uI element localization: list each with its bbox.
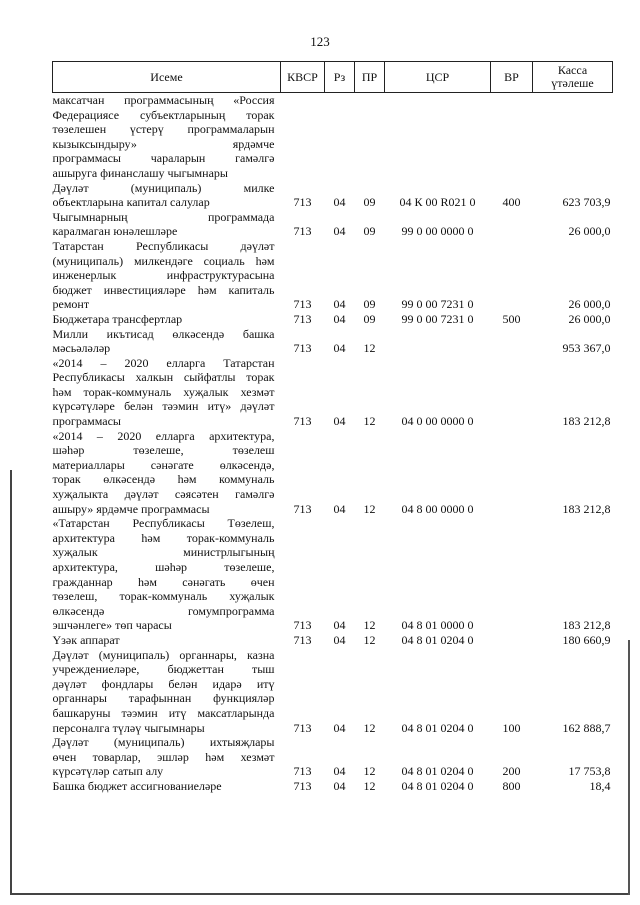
row-name xyxy=(53,239,281,312)
row-csr: 04 8 01 0204 0 xyxy=(401,720,474,735)
row-name-line: учреждениеләре, бюджеттан тыш xyxy=(52,662,275,677)
row-name-line: программасы xyxy=(52,414,121,429)
header-vr: ВР xyxy=(491,62,533,93)
row-name-line: Дәүләт (муниципаль) органнары, казна xyxy=(52,647,275,662)
header-kassa-line2: үтәлеше xyxy=(551,76,594,90)
row-name-line: материаллары сәнәгате өлкәсендә, xyxy=(52,457,275,472)
row-vr xyxy=(491,327,533,356)
header-pr: ПР xyxy=(355,62,385,93)
row-rz xyxy=(325,93,355,181)
table-row xyxy=(53,633,613,648)
row-amount: 26 000,0 xyxy=(568,311,611,326)
row-name-line: Дәүләт (муниципаль) ихтыяҗлары xyxy=(52,735,275,750)
row-amount: 183 212,8 xyxy=(562,501,611,516)
row-kvsr: 713 xyxy=(293,311,312,326)
row-kvsr xyxy=(281,93,325,181)
budget-table xyxy=(52,61,613,794)
row-kvsr: 713 xyxy=(293,618,312,633)
row-csr xyxy=(385,327,491,356)
table-row xyxy=(53,516,613,633)
row-vr: 100 xyxy=(502,720,521,735)
table-row xyxy=(53,429,613,517)
row-name-line: Үзәк аппарат xyxy=(52,632,120,647)
table-row xyxy=(53,648,613,736)
row-name-line: программасы чараларын гамәлгә xyxy=(52,151,275,166)
row-name-line: күрсәтүләр сатып алу xyxy=(52,764,164,779)
row-pr: 12 xyxy=(363,341,376,356)
row-name-line: персоналга түләү чыгымнары xyxy=(52,720,205,735)
table-row xyxy=(53,181,613,210)
header-kassa xyxy=(533,62,613,93)
row-name-line: ремонт xyxy=(52,297,90,312)
row-name-line: шәһәр төзелеше, төзелеш xyxy=(52,443,275,458)
row-rz: 04 xyxy=(333,764,346,779)
row-name-line: гражданнар һәм сәнәгать өчен xyxy=(52,574,275,589)
row-rz: 04 xyxy=(333,195,346,210)
table-row xyxy=(53,779,613,794)
row-csr: 04 К 00 R021 0 xyxy=(399,195,476,210)
row-name-line: органнары тарафыннан функцияләр xyxy=(52,691,275,706)
row-name xyxy=(53,327,281,356)
row-kvsr: 713 xyxy=(293,764,312,779)
row-name-line: һәм торак-коммуналь хуҗалык хезмәт xyxy=(52,384,275,399)
row-rz: 04 xyxy=(333,778,346,793)
row-rz: 04 xyxy=(333,618,346,633)
row-csr: 04 8 01 0204 0 xyxy=(401,764,474,779)
row-rz: 04 xyxy=(333,297,346,312)
row-name-line: ашыруга финанслашу чыгымнары xyxy=(52,165,228,180)
row-name-line: (муниципаль) милкендәге социаль һәм xyxy=(52,253,275,268)
header-rz: Рз xyxy=(325,62,355,93)
row-name-line: башкаруны тәэмин итү максатларында xyxy=(52,705,275,720)
table-row xyxy=(53,327,613,356)
row-kvsr: 713 xyxy=(293,632,312,647)
row-amount: 26 000,0 xyxy=(568,224,611,239)
row-rz: 04 xyxy=(333,311,346,326)
row-vr xyxy=(491,516,533,633)
header-name: Исеме xyxy=(53,62,281,93)
row-name xyxy=(53,312,281,327)
table-body xyxy=(53,93,613,794)
row-kvsr: 713 xyxy=(293,778,312,793)
row-pr: 09 xyxy=(363,297,376,312)
row-name-line: торак өлкәсендә һәм коммуналь xyxy=(52,472,275,487)
row-name-line: максатчан программасының «Россия xyxy=(52,93,275,107)
row-name xyxy=(53,429,281,517)
row-name-line: бюджет инвестицияләре һәм капиталь xyxy=(52,282,275,297)
header-kassa-line1: Касса xyxy=(557,63,588,77)
row-name-line: төзелешен үстерү программаларын xyxy=(52,122,275,137)
row-amount: 953 367,0 xyxy=(562,341,611,356)
row-vr: 200 xyxy=(502,764,521,779)
row-name-line: кызыксындыру» ярдәмче xyxy=(52,136,275,151)
row-pr: 09 xyxy=(363,224,376,239)
row-name-line: эшчәнлеге» төп чарасы xyxy=(52,618,172,633)
row-csr: 04 8 01 0204 0 xyxy=(401,778,474,793)
row-pr: 12 xyxy=(363,764,376,779)
row-name-line: «2014 – 2020 елларга Татарстан xyxy=(52,355,275,370)
row-kvsr: 713 xyxy=(293,224,312,239)
row-name xyxy=(53,633,281,648)
row-name xyxy=(53,516,281,633)
row-amount: 26 000,0 xyxy=(568,297,611,312)
row-name-line: Татарстан Республикасы дәүләт xyxy=(52,238,275,253)
header-kvsr: КВСР xyxy=(281,62,325,93)
row-csr: 04 0 00 0000 0 xyxy=(401,414,474,429)
row-pr: 12 xyxy=(363,618,376,633)
row-vr xyxy=(491,93,533,181)
row-vr xyxy=(491,239,533,312)
row-name-line: хуҗалык министрлыгының xyxy=(52,545,275,560)
header-csr: ЦСР xyxy=(385,62,491,93)
table-row xyxy=(53,93,613,181)
row-rz: 04 xyxy=(333,341,346,356)
row-name-line: күрсәтүләре белән тәэмин итү» дәүләт xyxy=(52,399,275,414)
row-vr xyxy=(491,210,533,239)
table-row xyxy=(53,312,613,327)
row-name-line: архитектура, шәһәр төзелеше, xyxy=(52,560,275,574)
row-vr xyxy=(491,356,533,429)
row-pr: 09 xyxy=(363,195,376,210)
row-name-line: инженерлык инфраструктурасына xyxy=(52,268,275,283)
row-rz: 04 xyxy=(333,414,346,429)
row-kvsr: 713 xyxy=(293,297,312,312)
row-rz: 04 xyxy=(333,501,346,516)
row-amount: 18,4 xyxy=(589,778,611,793)
row-kvsr: 713 xyxy=(293,501,312,516)
row-rz: 04 xyxy=(333,632,346,647)
table-row xyxy=(53,239,613,312)
row-name-line: объектларына капитал салулар xyxy=(52,195,210,210)
row-pr xyxy=(355,93,385,181)
scan-edge-left xyxy=(10,470,12,895)
row-csr xyxy=(385,93,491,181)
row-amount: 623 703,9 xyxy=(562,195,611,210)
row-name xyxy=(53,210,281,239)
row-csr: 04 8 00 0000 0 xyxy=(401,501,474,516)
row-csr: 99 0 00 7231 0 xyxy=(401,311,474,326)
row-kvsr: 713 xyxy=(293,195,312,210)
scan-edge-bottom xyxy=(10,893,630,895)
row-kvsr: 713 xyxy=(293,341,312,356)
row-name-line: Республикасы халкын сыйфатлы торак xyxy=(52,370,275,385)
row-kvsr: 713 xyxy=(293,414,312,429)
row-name-line: дәүләт фондлары белән идарә итү xyxy=(52,676,275,691)
row-name-line: мәсьәләләр xyxy=(52,341,111,356)
row-name-line: «2014 – 2020 елларга архитектура, xyxy=(52,428,275,443)
row-amount: 183 212,8 xyxy=(562,414,611,429)
row-pr: 12 xyxy=(363,778,376,793)
row-amount xyxy=(533,93,613,181)
row-vr xyxy=(491,429,533,517)
row-name-line: өчен товарлар, эшләр һәм хезмәт xyxy=(52,749,275,764)
page-number: 123 xyxy=(310,34,330,49)
row-name-line: ашыру» ярдәмче программасы xyxy=(52,501,210,516)
row-name-line: каралмаган юнәлешләре xyxy=(52,224,178,239)
row-csr: 99 0 00 0000 0 xyxy=(401,224,474,239)
row-amount: 17 753,8 xyxy=(568,764,611,779)
table-header-row xyxy=(53,62,613,93)
row-name-line: архитектура һәм торак-коммуналь xyxy=(52,530,275,545)
row-kvsr: 713 xyxy=(293,720,312,735)
row-name-line: Бюджетара трансфертлар xyxy=(52,311,183,326)
row-name-line: Дәүләт (муниципаль) милке xyxy=(52,180,275,195)
row-amount: 162 888,7 xyxy=(562,720,611,735)
row-vr: 800 xyxy=(502,778,521,793)
row-name-line: Чыгымнарның программада xyxy=(52,209,275,224)
row-pr: 12 xyxy=(363,414,376,429)
row-name xyxy=(53,181,281,210)
row-pr: 12 xyxy=(363,720,376,735)
row-name xyxy=(53,779,281,794)
row-vr: 400 xyxy=(502,195,521,210)
row-pr: 09 xyxy=(363,311,376,326)
row-amount: 183 212,8 xyxy=(562,618,611,633)
table-row xyxy=(53,210,613,239)
table-row xyxy=(53,735,613,779)
row-name xyxy=(53,356,281,429)
row-csr: 04 8 01 0204 0 xyxy=(401,632,474,647)
row-name-line: Башка бюджет ассигнованиеләре xyxy=(52,778,222,793)
row-name-line: Милли икътисад өлкәсендә башка xyxy=(52,326,275,341)
row-name-line: «Татарстан Республикасы Төзелеш, xyxy=(52,516,275,531)
row-vr: 500 xyxy=(502,311,521,326)
row-pr: 12 xyxy=(363,501,376,516)
row-name xyxy=(53,735,281,779)
scan-edge-right xyxy=(628,640,630,895)
row-csr: 04 8 01 0000 0 xyxy=(401,618,474,633)
row-vr xyxy=(491,633,533,648)
row-name-line: Федерациясе субъектларының торак xyxy=(52,107,275,122)
row-name-line: хуҗалыкта дәүләт сәясәтен гамәлгә xyxy=(52,487,275,502)
row-name xyxy=(53,648,281,736)
table-row xyxy=(53,356,613,429)
row-name-line: төзелеш, торак-коммуналь хуҗалык xyxy=(52,589,275,604)
row-rz: 04 xyxy=(333,224,346,239)
row-amount: 180 660,9 xyxy=(562,632,611,647)
row-name-line: өлкәсендә гомумпрограмма xyxy=(52,603,275,618)
row-rz: 04 xyxy=(333,720,346,735)
row-pr: 12 xyxy=(363,632,376,647)
row-csr: 99 0 00 7231 0 xyxy=(401,297,474,312)
row-name xyxy=(53,93,281,181)
